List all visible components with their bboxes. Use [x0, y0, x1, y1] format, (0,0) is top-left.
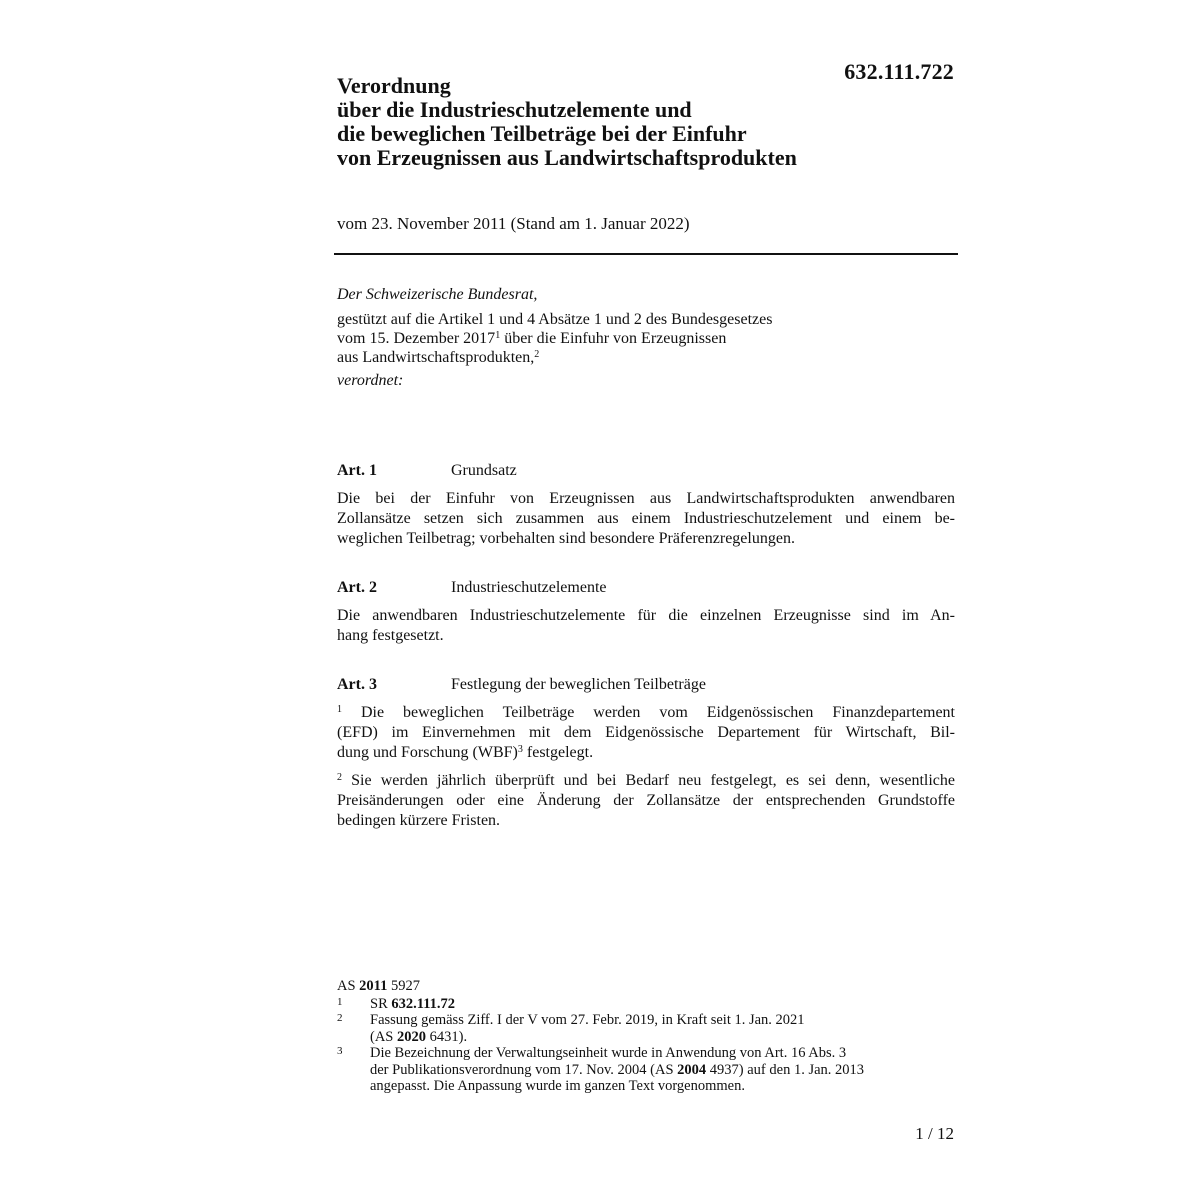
footnote-line: Die Bezeichnung der Verwaltungseinheit wurde in Anwendung von Art. 16 Abs. 3: [370, 1045, 847, 1061]
footnote-3: [337, 1045, 937, 1095]
header-divider: [334, 253, 958, 255]
title-line: Verordnung: [337, 73, 451, 98]
article-title: Festlegung der beweglichen Teilbeträge: [451, 676, 706, 693]
paragraph-number: 2: [337, 772, 342, 783]
article-number: Art. 2: [337, 579, 377, 596]
footnote-number: 3: [337, 1045, 343, 1057]
legal-basis-line: gestützt auf die Artikel 1 und 4 Absätze 1 und 2 des Bundesgesetzes: [337, 311, 773, 328]
article-number: Art. 3: [337, 676, 377, 693]
footnote-1: [337, 996, 937, 1013]
footnote-ref-1[interactable]: 1: [495, 330, 501, 341]
text-line: Preisänderungen oder eine Änderung der Zollansätze der entsprechenden Grundstoffe: [337, 792, 955, 809]
as-reference-link[interactable]: 2020: [397, 1028, 426, 1045]
article-heading: [337, 460, 955, 482]
footnote-ref-2[interactable]: 2: [534, 349, 540, 360]
legal-basis-text: über die Einfuhr von Erzeugnissen: [500, 330, 727, 347]
legal-basis-text: aus Landwirtschaftsprodukten,: [337, 349, 535, 366]
article-body: [337, 489, 955, 549]
article-2: [337, 577, 955, 654]
paragraph-2: [337, 771, 955, 831]
article-1: [337, 460, 955, 557]
paragraph: [337, 489, 955, 549]
text-line: Zollansätze setzen sich zusammen aus einem Industrieschutzelement und einem be-: [337, 510, 955, 527]
text-line: [337, 743, 955, 763]
as-reference-link[interactable]: 2004: [677, 1061, 707, 1078]
footnote-ref-3[interactable]: 3: [517, 744, 523, 755]
footnote-line: [370, 1029, 937, 1046]
title-line: die beweglichen Teilbeträge bei der Einfuhr: [337, 121, 747, 146]
text-line: bedingen kürzere Fristen.: [337, 812, 501, 829]
text-line: [337, 771, 955, 791]
article-body: [337, 606, 955, 646]
text-line-content: Sie werden jährlich überprüft und bei Bedarf neu festgelegt, es sei denn, wesentliche: [342, 772, 955, 789]
enacting-clause: verordnet:: [337, 372, 404, 389]
article-title: Grundsatz: [451, 462, 517, 479]
document-title: [337, 74, 897, 170]
preamble: [337, 285, 937, 390]
issuing-authority: Der Schweizerische Bundesrat,: [337, 286, 538, 303]
sr-reference-link[interactable]: 632.111.72: [391, 995, 456, 1012]
text-line-content: Die beweglichen Teilbeträge werden vom Eidgenössischen Finanzdepartement: [342, 704, 955, 721]
footnote-text: der Publikationsverordnung vom 17. Nov. 2004 (AS: [370, 1061, 678, 1078]
footnote-text: SR: [370, 995, 392, 1012]
legal-basis-text: vom 15. Dezember 2017: [337, 330, 496, 347]
sr-number: 632.111.722: [844, 59, 954, 84]
text-line: [337, 703, 955, 723]
footnote-text: (AS: [370, 1028, 397, 1045]
footnote-line: [370, 996, 937, 1013]
text-line: weglichen Teilbetrag; vorbehalten sind besondere Präferenzregelungen.: [337, 530, 795, 547]
article-body: [337, 703, 955, 831]
text-line: hang festgesetzt.: [337, 627, 444, 644]
paragraph-number: 1: [337, 704, 342, 715]
footnote-text: 4937) auf den 1. Jan. 2013: [706, 1061, 865, 1078]
text-line-content: festgelegt.: [522, 744, 594, 761]
legal-basis-line: [337, 348, 937, 367]
text-line: Die bei der Einfuhr von Erzeugnissen aus Landwirtschaftsprodukten anwendbaren: [337, 490, 955, 507]
footnote-number: 2: [337, 1012, 343, 1024]
title-line: von Erzeugnissen aus Landwirtschaftsprodukten: [337, 145, 797, 170]
document-date: vom 23. November 2011 (Stand am 1. Januar 2022): [337, 214, 690, 233]
legal-basis-line: [337, 329, 937, 348]
footnote-line: [370, 1062, 937, 1079]
article-title: Industrieschutzelemente: [451, 579, 607, 596]
official-compilation-source: [337, 978, 937, 995]
article-3: [337, 674, 955, 839]
footnote-line: Fassung gemäss Ziff. I der V vom 27. Febr. 2019, in Kraft seit 1. Jan. 2021: [370, 1012, 805, 1028]
footnote-text: 6431).: [426, 1028, 468, 1045]
footnotes: [337, 978, 937, 1095]
footnote-number: 1: [337, 995, 343, 1008]
article-number: Art. 1: [337, 462, 377, 479]
source-year: 2011: [359, 978, 388, 994]
footnote-2: [337, 1012, 937, 1045]
page-number: 1 / 12: [915, 1124, 954, 1143]
text-line: (EFD) im Einvernehmen mit dem Eidgenössische Departement für Wirtschaft, Bil-: [337, 724, 955, 741]
text-line-content: dung und Forschung (WBF): [337, 744, 518, 761]
footnote-line: angepasst. Die Anpassung wurde im ganzen Text vorgenommen.: [370, 1078, 745, 1094]
source-page: 5927: [387, 978, 420, 994]
article-heading: [337, 674, 955, 696]
title-line: über die Industrieschutzelemente und: [337, 97, 692, 122]
article-heading: [337, 577, 955, 599]
text-line: Die anwendbaren Industrieschutzelemente für die einzelnen Erzeugnisse sind im An-: [337, 607, 955, 624]
paragraph-1: [337, 703, 955, 763]
paragraph: [337, 606, 955, 646]
source-prefix: AS: [337, 978, 360, 994]
legal-basis: [337, 310, 937, 367]
